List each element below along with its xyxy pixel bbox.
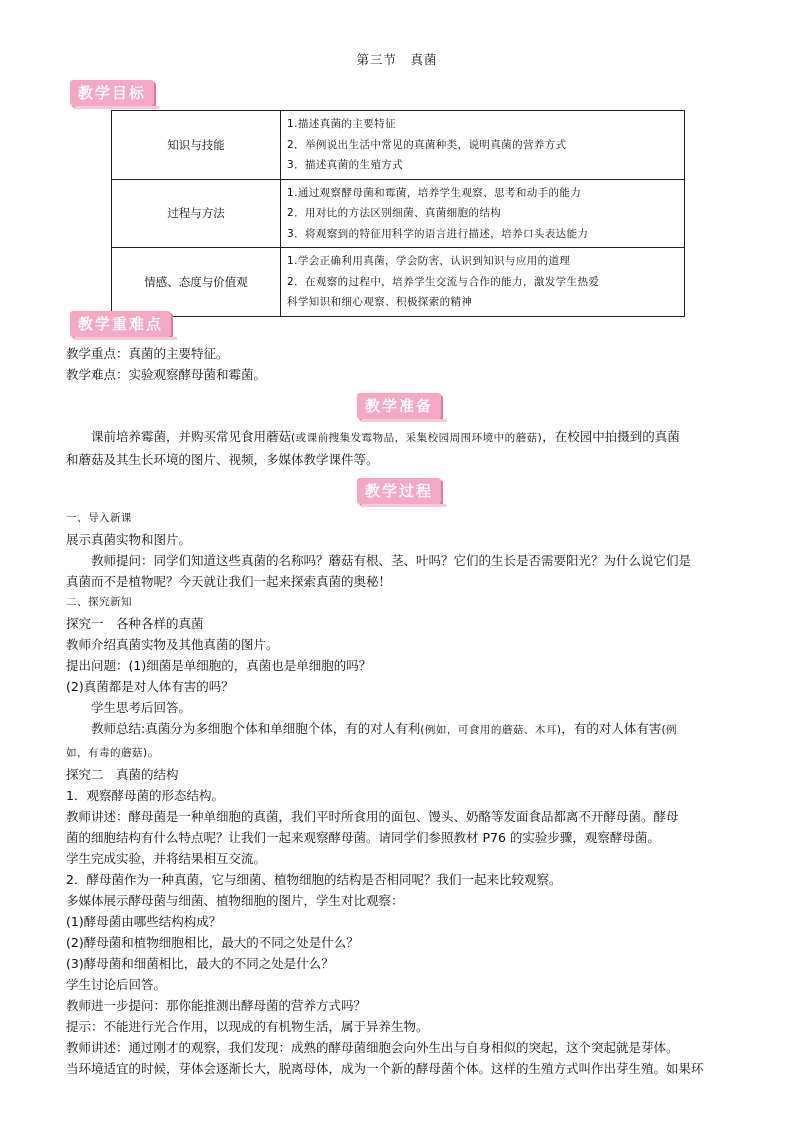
- text-line: 探究一 各种各样的真菌: [66, 616, 204, 631]
- goals-items: [281, 248, 685, 317]
- text-line: 展示真菌实物和图片。: [66, 532, 192, 547]
- table-row: [112, 179, 685, 248]
- prep-note: (或课前搜集发霉物品，采集校园周围环境中的蘑菇): [291, 432, 543, 444]
- goals-category: 知识与技能: [112, 111, 281, 180]
- goals-item: 2．在观察的过程中，培养学生交流与合作的能力，激发学生热爱: [287, 275, 600, 288]
- section-heading-process: 教学过程: [357, 478, 441, 504]
- prep-line: [66, 426, 756, 449]
- text-line: 多媒体展示酵母菌与细菌、植物细胞的图片，学生对比观察：: [66, 893, 404, 908]
- text-line: 提示：不能进行光合作用，以现成的有机物生活，属于异养生物。: [66, 1019, 429, 1034]
- goals-item: 3．将观察到的特征用科学的语言进行描述，培养口头表达能力: [287, 227, 589, 240]
- process-body: [66, 508, 756, 1079]
- text-span: ，有的对人体有害: [561, 721, 662, 736]
- text-line: 1．观察酵母菌的形态结构。: [66, 788, 224, 803]
- text-line: 菌的细胞结构有什么特点呢？让我们一起来观察酵母菌。请同学们参照教材 P76 的实验步骤，观察酵母菌。: [66, 830, 660, 845]
- section-heading-prep: 教学准备: [357, 393, 441, 419]
- key-focus: 教学重点：真菌的主要特征。: [66, 346, 229, 361]
- text-line: 提出问题：(1)细菌是单细胞的，真菌也是单细胞的吗？: [66, 658, 372, 673]
- key-difficulty: 教学难点：实验观察酵母菌和霉菌。: [66, 367, 267, 382]
- goals-items: [281, 111, 685, 180]
- goals-items: [281, 179, 685, 248]
- text-line: [66, 741, 756, 764]
- text-span: 。: [147, 744, 161, 759]
- prep-line: 和蘑菇及其生长环境的图片、视频，多媒体教学课件等。: [66, 452, 379, 467]
- goals-item: 3．描述真菌的生殖方式: [287, 159, 404, 171]
- text-line: 教师提问：同学们知道这些真菌的名称吗？蘑菇有根、茎、叶吗？它们的生长是否需要阳光？为什么说它们是: [91, 553, 692, 568]
- section-heading-key: 教学重难点: [70, 311, 171, 337]
- text-line: (3)酵母菌和细菌相比，最大的不同之处是什么？: [66, 956, 334, 971]
- goals-item: 2．用对比的方法区别细菌、真菌细胞的结构: [287, 207, 502, 219]
- goals-table: [111, 110, 685, 317]
- text-line: 学生思考后回答。: [91, 700, 192, 715]
- goals-item: 科学知识和细心观察、积极探索的精神: [287, 296, 473, 308]
- prep-text: ，在校园中拍摄到的真菌: [542, 429, 680, 444]
- goals-item: 1.描述真菌的主要特征: [287, 118, 396, 130]
- goals-category: 情感、态度与价值观: [112, 248, 281, 317]
- goals-category: 过程与方法: [112, 179, 281, 248]
- text-line: [66, 718, 756, 741]
- text-line: 真菌而不是植物呢？今天就让我们一起来探索真菌的奥秘！: [66, 574, 392, 589]
- goals-item: 1.通过观察酵母菌和霉菌，培养学生观察、思考和动手的能力: [287, 186, 582, 199]
- text-note: 如，有毒的蘑菇): [66, 747, 148, 759]
- text-note: (例: [661, 724, 678, 736]
- text-line: 教师讲述：通过刚才的观察，我们发现：成熟的酵母菌细胞会向外生出与自身相似的突起，这个突起就是芽体。: [66, 1040, 679, 1055]
- text-line: 教师介绍真菌实物及其他真菌的图片。: [66, 637, 279, 652]
- text-line: 教师进一步提问：那你能推测出酵母菌的营养方式吗？: [66, 998, 367, 1013]
- text-line: (1)酵母菌由哪些结构构成？: [66, 914, 222, 929]
- subheading-intro: 一、导入新课: [66, 512, 132, 524]
- goals-item: 1.学会正确利用真菌，学会防害，认识到知识与应用的道理: [287, 255, 571, 267]
- prep-text: 课前培养霉菌，并购买常见食用蘑菇: [91, 429, 292, 444]
- text-line: 探究二 真菌的结构: [66, 767, 179, 782]
- section-heading-goals: 教学目标: [70, 80, 154, 106]
- key-points: [66, 343, 756, 385]
- text-line: 当环境适宜的时候，芽体会逐渐长大，脱离母体，成为一个新的酵母菌个体。这样的生殖方式叫作出芽生殖。如果环: [66, 1061, 704, 1076]
- text-line: (2)真菌都是对人体有害的吗？: [66, 679, 234, 694]
- table-row: [112, 111, 685, 180]
- text-line: 教师讲述：酵母菌是一种单细胞的真菌，我们平时所食用的面包、馒头、奶酪等发面食品都离不开酵母菌。酵母: [66, 809, 679, 824]
- subheading-explore: 二、探究新知: [66, 596, 132, 608]
- text-line: 学生讨论后回答。: [66, 977, 167, 992]
- page-title: 第三节 真菌: [356, 52, 438, 67]
- table-row: [112, 248, 685, 317]
- prep-paragraph: [66, 426, 756, 470]
- text-note: (例如，可食用的蘑菇、木耳): [420, 724, 562, 736]
- goals-item: 2．举例说出生活中常见的真菌种类，说明真菌的营养方式: [287, 138, 567, 151]
- text-line: (2)酵母菌和植物细胞相比，最大的不同之处是什么？: [66, 935, 359, 950]
- text-line: 2．酵母菌作为一种真菌，它与细菌、植物细胞的结构是否相同呢？我们一起来比较观察。: [66, 872, 562, 887]
- text-line: 学生完成实验，并将结果相互交流。: [66, 851, 267, 866]
- text-span: 教师总结:真菌分为多细胞个体和单细胞个体，有的对人有利: [91, 721, 421, 736]
